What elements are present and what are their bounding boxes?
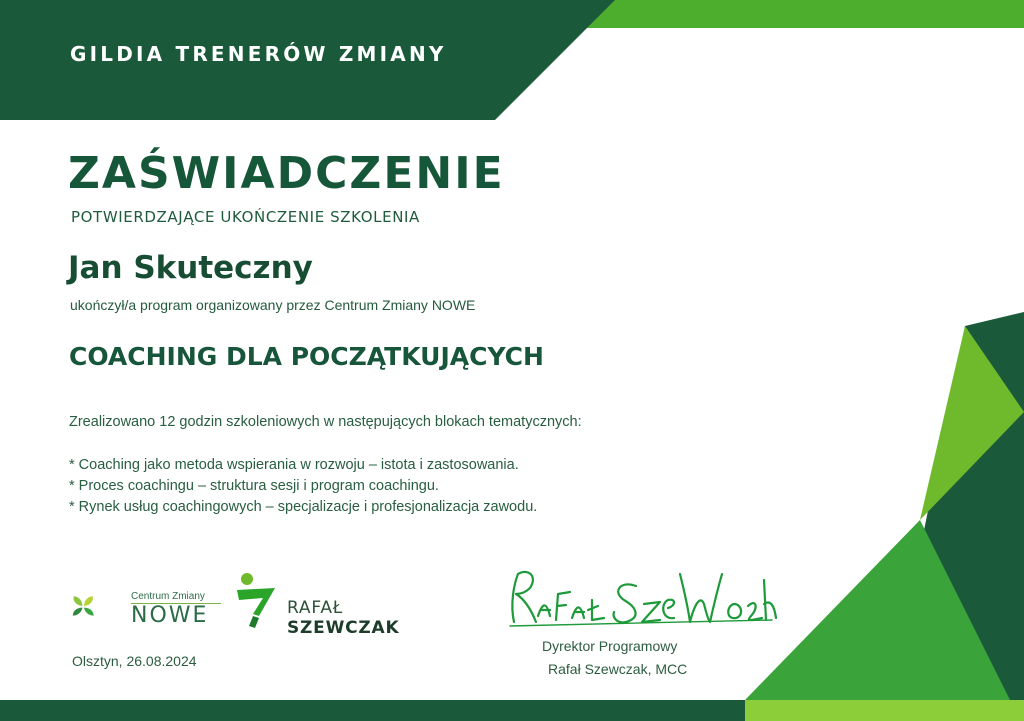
rafal-logo-last-name: SZEWCZAK [287, 618, 400, 638]
bottom-lime-band [725, 700, 1024, 721]
hours-intro: Zrealizowano 12 godzin szkoleniowych w następujących blokach tematycznych: [69, 414, 582, 430]
handwritten-signature [500, 560, 780, 645]
recipient-name: Jan Skuteczny [68, 250, 313, 286]
topic-item: * Proces coachingu – struktura sesji i program coachingu. [69, 478, 439, 494]
course-title: COACHING DLA POCZĄTKUJĄCYCH [69, 342, 544, 371]
topic-item: * Rynek usług coachingowych – specjalizacje i profesjonalizacja zawodu. [69, 499, 538, 515]
nowe-leaf-logo-icon [72, 578, 132, 634]
certificate-subtitle: POTWIERDZAJĄCE UKOŃCZENIE SZKOLENIA [71, 208, 420, 226]
rafal-logo-first-name: RAFAŁ [287, 598, 344, 618]
nowe-logo-wordmark: NOWE [131, 603, 209, 628]
signer-name: Rafał Szewczak, MCC [548, 661, 688, 677]
signer-role: Dyrektor Programowy [542, 638, 678, 654]
top-right-lime-band [560, 0, 1024, 28]
rafal-szewczak-logo-icon [235, 572, 280, 630]
nowe-logo-caption: Centrum Zmiany [131, 591, 205, 602]
place-date: Olsztyn, 26.08.2024 [72, 653, 197, 669]
topic-item: * Coaching jako metoda wspierania w rozwoju – istota i zastosowania. [69, 457, 519, 473]
organization-header: GILDIA TRENERÓW ZMIANY [70, 42, 447, 66]
topics-list [69, 455, 537, 518]
completion-text: ukończył/a program organizowany przez Centrum Zmiany NOWE [70, 297, 476, 313]
certificate-title: ZAŚWIADCZENIE [68, 148, 505, 199]
bottom-dark-strip [0, 700, 745, 721]
